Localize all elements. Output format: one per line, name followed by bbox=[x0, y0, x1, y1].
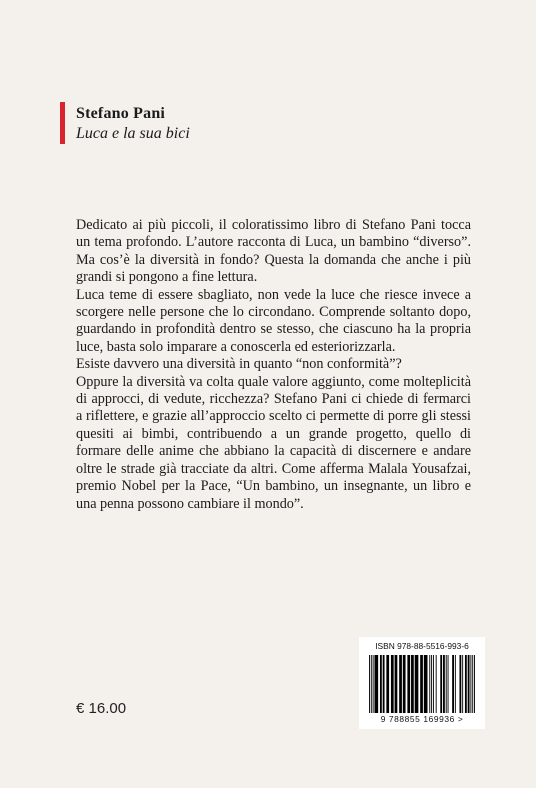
barcode-bar bbox=[424, 655, 428, 713]
barcode-bar bbox=[474, 655, 475, 713]
barcode-bar bbox=[436, 655, 437, 713]
barcode-bar bbox=[391, 655, 394, 713]
barcode-bar bbox=[399, 655, 402, 713]
accent-bar bbox=[60, 102, 65, 144]
barcode-bar bbox=[429, 655, 430, 713]
barcode-bar bbox=[369, 655, 370, 713]
barcode-digits: 9 788855 169936 > bbox=[380, 714, 464, 724]
blurb-paragraph-3: Esiste davvero una diversità in quanto “non conformità”? bbox=[76, 356, 402, 373]
barcode-bar bbox=[465, 655, 467, 713]
barcode-bar bbox=[411, 655, 414, 713]
barcode-bar bbox=[380, 655, 382, 713]
barcode-image bbox=[367, 655, 477, 713]
barcode-bar bbox=[448, 655, 449, 713]
barcode-bar bbox=[452, 655, 454, 713]
barcode-bar bbox=[431, 655, 432, 713]
book-header bbox=[76, 104, 190, 144]
blurb-paragraph-4: Oppure la diversità va colta quale valore aggiunto, come molteplicità di approcci, di vedute, ricchezza? Stefano Pani ci chiede di fermarci a riflettere, e grazie all’approccio scelto ci permette di porre gli stessi quesiti ai bimbi, contribuendo a un grande progetto, quello di formare delle anime che abbiano la capacità di discernere e andare oltre le strade già tracciate da altri. Come afferma Malala Yousafzai, premio Nobel per la Pace, “Un bambino, un insegnante, un libro e una penna possono cambiare il mondo”. bbox=[76, 373, 471, 512]
barcode-bar bbox=[455, 655, 456, 713]
barcode-bar bbox=[373, 655, 374, 713]
barcode-bar bbox=[403, 655, 406, 713]
isbn-label: ISBN 978-88-5516-993-6 bbox=[375, 641, 469, 651]
barcode-bar bbox=[468, 655, 470, 713]
barcode-bar bbox=[443, 655, 445, 713]
book-title: Luca e la sua bici bbox=[76, 125, 190, 142]
barcode-bar bbox=[415, 655, 419, 713]
blurb-text bbox=[76, 217, 471, 513]
barcode-bar bbox=[459, 655, 461, 713]
barcode-bar bbox=[472, 655, 473, 713]
barcode-bar bbox=[407, 655, 410, 713]
barcode-bar bbox=[470, 655, 471, 713]
author-name: Stefano Pani bbox=[76, 105, 166, 122]
barcode-box bbox=[359, 637, 485, 729]
barcode-bar bbox=[386, 655, 389, 713]
barcode-bar bbox=[462, 655, 463, 713]
barcode-bar bbox=[420, 655, 423, 713]
barcode-bar bbox=[446, 655, 447, 713]
barcode-bar bbox=[440, 655, 442, 713]
price-label: € 16.00 bbox=[76, 700, 127, 717]
barcode-bar bbox=[383, 655, 385, 713]
blurb-paragraph-1: Dedicato ai più piccoli, il coloratissimo libro di Stefano Pani tocca un tema profondo. L’autore racconta di Luca, un bambino “diverso”. Ma cos’è la diversità in fondo? Questa la domanda che anche i più grandi si pongono a fine lettura. bbox=[76, 217, 471, 286]
barcode-bar bbox=[371, 655, 372, 713]
blurb-paragraph-2: Luca teme di essere sbagliato, non vede la luce che riesce invece a scorgere nelle persone che lo circondano. Comprende soltanto dopo, guardando in profondità dentro se stesso, che ciascuno ha la propria luce, basta solo imparare a conoscerla ed esteriorizzarla. bbox=[76, 286, 471, 355]
barcode-bar bbox=[395, 655, 398, 713]
barcode-bar bbox=[433, 655, 434, 713]
barcode-bar bbox=[374, 655, 378, 713]
